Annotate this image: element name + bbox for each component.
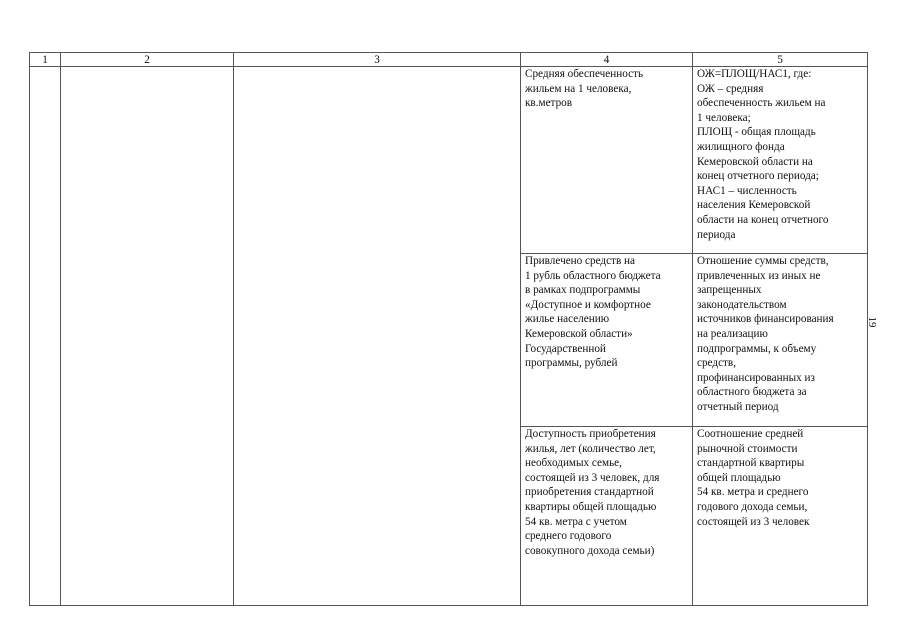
indicator-text: Доступность приобретения жилья, лет (количество лет, необходимых семье, состоящей из 3 человек, для приобретения стандартной квартиры общей площадью 54 кв. метра с учетом среднего годового совокупного дохода семьи) (525, 428, 660, 557)
indicator-text: Привлечено средств на 1 рубль областного бюджета в рамках подпрограммы «Доступное и комфортное жилье населению Кемеровской области» Государственной программы, рублей (525, 255, 661, 370)
indicator-cell (521, 67, 693, 254)
cell-col-1 (30, 67, 61, 606)
page-number: 19 (866, 316, 878, 328)
method-cell (693, 67, 868, 254)
indicator-cell (521, 427, 693, 606)
indicators-table (29, 52, 868, 606)
cell-col-3 (234, 67, 521, 606)
indicator-text: Средняя обеспеченность жильем на 1 человека, кв.метров (525, 68, 644, 110)
header-col-4: 4 (521, 53, 693, 67)
header-col-3: 3 (234, 53, 521, 67)
table-row (30, 67, 868, 254)
header-col-2: 2 (61, 53, 234, 67)
cell-col-2 (61, 67, 234, 606)
header-col-1: 1 (30, 53, 61, 67)
method-cell (693, 427, 868, 606)
method-text: Отношение суммы средств, привлеченных из иных не запрещенных законодательством источников финансирования на реализацию подпрограммы, к объему средств, профинансированных из областного бюджета за отчетный период (697, 255, 834, 413)
method-text: Соотношение средней рыночной стоимости стандартной квартиры общей площадью 54 кв. метра и среднего годового дохода семьи, состоящей из 3 человек (697, 428, 810, 528)
header-col-5: 5 (693, 53, 868, 67)
table-header-row (30, 53, 868, 67)
method-cell (693, 254, 868, 427)
indicator-cell (521, 254, 693, 427)
method-text: ОЖ=ПЛОЩ/НАС1, где: ОЖ – средняя обеспеченность жильем на 1 человека; ПЛОЩ - общая площадь жилищного фонда Кемеровской области на конец отчетного периода; НАС1 – численность населения Кемеровской области на конец отчетного периода (697, 68, 829, 241)
